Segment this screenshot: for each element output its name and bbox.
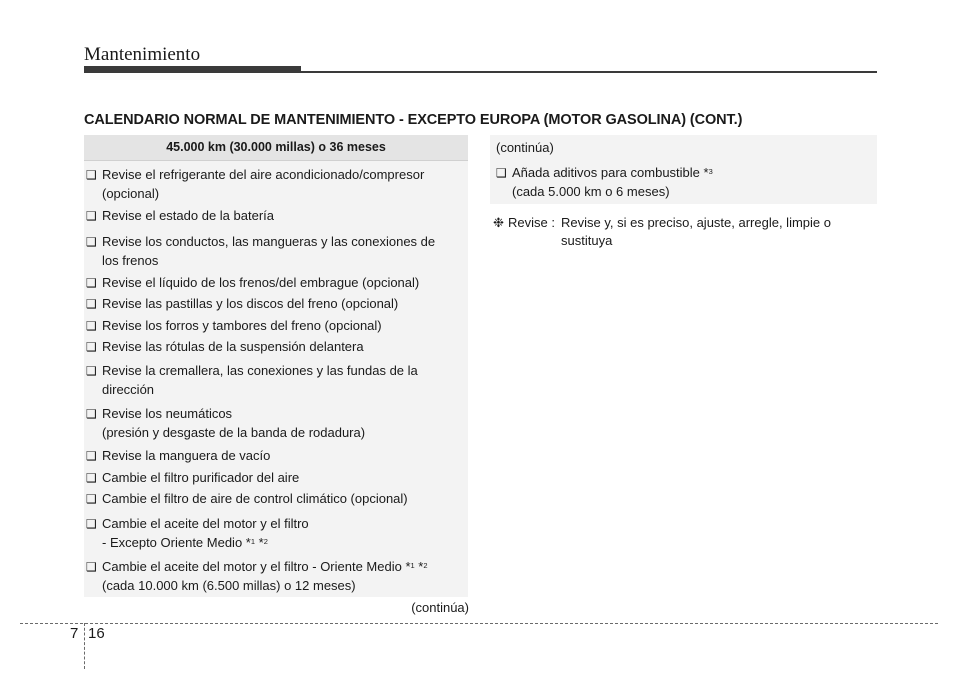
item-line-text: - Excepto Oriente Medio * — [102, 534, 251, 550]
item-line: Cambie el filtro purificador del aire — [102, 470, 300, 485]
checkbox-icon: ❑ — [86, 449, 97, 463]
checkbox-icon: ❑ — [86, 471, 97, 485]
checkbox-icon: ❑ — [496, 166, 507, 180]
footer-rule — [20, 623, 938, 624]
list-item — [86, 490, 462, 509]
item-line: (presión y desgaste de la banda de rodadura) — [102, 424, 366, 440]
checkbox-icon: ❑ — [86, 560, 97, 574]
checkbox-icon: ❑ — [86, 364, 97, 378]
item-line: Revise los conductos, las mangueras y las conexiones de — [102, 234, 436, 249]
item-line: (opcional) — [102, 185, 160, 201]
asterisk-icon: ❉ — [493, 215, 504, 230]
interval-heading: 45.000 km (30.000 millas) o 36 meses — [84, 135, 468, 161]
item-line: Cambie el filtro de aire de control climático (opcional) — [102, 491, 408, 506]
list-item — [86, 447, 462, 466]
footer-divider — [84, 623, 85, 669]
footnote-ref: 1 — [410, 561, 415, 570]
item-line: los frenos — [102, 252, 159, 268]
list-item — [86, 338, 462, 357]
list-item — [86, 207, 462, 226]
list-item — [86, 166, 462, 203]
item-line: (cada 10.000 km (6.500 millas) o 12 meses) — [102, 577, 356, 593]
item-line: - Excepto Oriente Medio *$^1$ *$^2$ — [102, 534, 268, 550]
list-item — [86, 558, 462, 595]
page-number: 16 — [88, 625, 105, 642]
list-item — [496, 164, 866, 201]
checkbox-icon: ❑ — [86, 276, 97, 290]
continues-note: (continúa) — [411, 600, 469, 615]
item-line: Revise los neumáticos — [102, 406, 233, 421]
footnote-ref: 2 — [423, 561, 428, 570]
item-line: Cambie el aceite del motor y el filtro — [102, 516, 309, 531]
checkbox-icon: ❑ — [86, 297, 97, 311]
item-line: Revise el refrigerante del aire acondicionado/compresor — [102, 167, 425, 182]
list-item — [86, 295, 462, 314]
legend-term: Revise : — [508, 215, 555, 230]
item-line: Revise el líquido de los frenos/del embrague (opcional) — [102, 275, 420, 290]
footnote-ref: 3 — [708, 167, 713, 176]
item-line-text: Cambie el aceite del motor y el filtro - Oriente Medio * — [102, 559, 411, 574]
checkbox-icon: ❑ — [86, 168, 97, 182]
item-line: Revise las rótulas de la suspensión delantera — [102, 339, 364, 354]
legend-definition: Revise y, si es preciso, ajuste, arregle, limpie o — [561, 215, 831, 230]
checkbox-icon: ❑ — [86, 209, 97, 223]
checkbox-icon: ❑ — [86, 235, 97, 249]
header-rule-thin — [301, 71, 877, 73]
item-line: Revise el estado de la batería — [102, 208, 274, 223]
footnote-ref: 1 — [250, 536, 256, 546]
list-item — [86, 469, 462, 488]
checkbox-icon: ❑ — [86, 517, 97, 531]
item-line: dirección — [102, 381, 155, 397]
item-line: Revise los forros y tambores del freno (opcional) — [102, 318, 382, 333]
checkbox-icon: ❑ — [86, 407, 97, 421]
chapter-number: 7 — [70, 625, 79, 642]
item-line: Revise la cremallera, las conexiones y las fundas de la — [102, 363, 418, 378]
header-rule-thick — [84, 66, 301, 73]
item-line — [512, 164, 866, 183]
item-line: Revise la manguera de vacío — [102, 448, 271, 463]
continued-note: (continúa) — [496, 140, 554, 155]
page-header-title: Mantenimiento — [84, 44, 201, 65]
item-line: Revise las pastillas y los discos del freno (opcional) — [102, 296, 399, 311]
list-item — [86, 317, 462, 336]
list-item — [86, 405, 462, 442]
checkbox-icon: ❑ — [86, 319, 97, 333]
list-item — [86, 515, 462, 552]
section-title: CALENDARIO NORMAL DE MANTENIMIENTO - EXCEPTO EUROPA (MOTOR GASOLINA) (CONT.) — [84, 112, 743, 128]
list-item — [86, 233, 462, 270]
item-line: Cambie el aceite del motor y el filtro - Oriente Medio *$^1$ *$^2$ — [102, 559, 428, 574]
item-line-text: Añada aditivos para combustible * — [512, 165, 709, 180]
checkbox-icon: ❑ — [86, 340, 97, 354]
checkbox-icon: ❑ — [86, 492, 97, 506]
footnote-ref: 2 — [263, 536, 268, 546]
list-item — [86, 274, 462, 293]
list-item — [86, 362, 462, 399]
legend-definition-cont: sustituya — [561, 233, 613, 248]
item-line: (cada 5.000 km o 6 meses) — [512, 183, 670, 199]
